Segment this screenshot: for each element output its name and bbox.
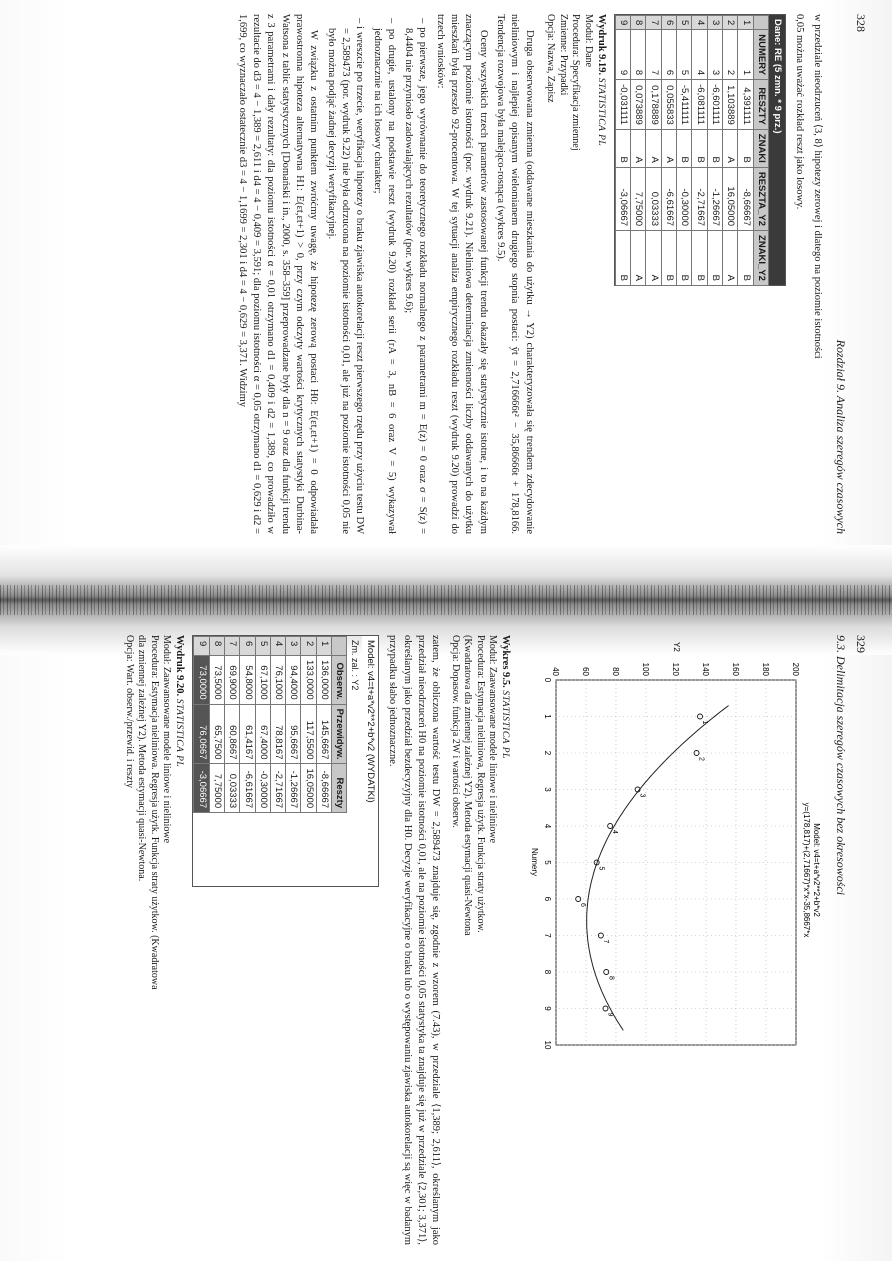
y-axis-label: Y2	[671, 642, 681, 652]
y-tick-label: 120	[670, 662, 680, 676]
row-index: 9	[615, 16, 630, 30]
y-tick-label: 80	[610, 667, 620, 676]
x-axis-label: Numery	[529, 847, 539, 877]
table-cell: A	[631, 231, 646, 286]
table-cell: -6,081111	[692, 80, 707, 130]
table-cell: 7,75000	[209, 764, 224, 813]
row-index: 9	[194, 637, 209, 656]
table-cell: 78,8167	[270, 704, 285, 764]
header-corner	[753, 16, 768, 30]
left-page	[28, 14, 868, 534]
body-paragraph: W związku z ostatnim punktem zwróćmy uwagę, że hipotezę zerową postaci H0: E(εt,εt+1) = 0 odpowiadała prawostronna hipoteza alternatywna H1: E(εt,εt+1) > 0, przy czym odczyty wartości krytycznych statystyki Durbina-Watsona z tablic statystycznych [Domański i in., 2000, s. 358–359] przeprowadzane były dla n = 9 oraz dla funkcji trendu z 3 parametrami i dały rezultaty: dla poziomu istotności α = 0,01 otrzymano d1 = 0,409 i d2 = 1,389, co prowadziło w rezultacie do d3 = 4 − 1,389 = 2,611 i d4 = 4 − 0,409 = 3,591; dla poziomu istotności α = 0,05 otrzymano d1 = 0,629 i d2 = 1,699, co wyznaczało ostatecznie d3 = 4 − 1,1699 = 2,301 i d4 = 4 − 0,629 = 3,371. Widzimy	[236, 14, 320, 534]
table-cell: -3,06667	[194, 764, 209, 813]
table-row	[240, 637, 255, 813]
left-page-header: Rozdział 9. Analiza szeregów czasowych	[834, 339, 848, 534]
table-cell: 6	[661, 30, 676, 80]
y-tick-label: 100	[640, 662, 650, 676]
table-cell: 54,8000	[240, 656, 255, 705]
data-point-label: 7	[601, 939, 609, 944]
meta-line: Opcja: Wart. obserw./przewid. i reszty	[123, 635, 135, 789]
table-cell: -1,26667	[286, 764, 301, 813]
table-row	[738, 16, 753, 286]
table-cell: 73,0000	[194, 656, 209, 705]
table-cell: A	[646, 129, 661, 167]
table-title: Dane: RE (5 zmn. * 9 prz.)	[769, 15, 785, 285]
caption-label: Wydruk 9.19.	[595, 14, 607, 76]
table-cell: -2,71667	[692, 167, 707, 230]
table-cell: A	[631, 129, 646, 167]
data-point-label: 5	[597, 866, 605, 871]
trend-curve	[586, 706, 728, 1031]
meta-line: Zmienne: Przypadki	[557, 14, 569, 96]
column-header: ZNAKI_Y2	[753, 231, 768, 286]
table-cell: 60,8667	[224, 704, 239, 764]
table-cell: 69,9000	[224, 656, 239, 705]
body-paragraph: Oceny wszystkich trzech parametrów zastosowanej funkcji trendu okazały się statystycznie istotne, i to na każdym znaczącym poziomie istotności (por. wydruk 9.21). Nieliniowa determinacja zmienności liczby oddawanych do użytku mieszkań była przeszło 92-procentowa. W tej sytuacji analiza empirycznego rozkładu reszt (wydruk 9.20) prowadzi do trzech wniosków:	[434, 14, 489, 534]
caption-source: STATISTICA PL	[174, 698, 185, 768]
table-row	[677, 16, 692, 286]
right-page-header: 9.3. Delimitacja szeregów czasowych bez okresowości	[834, 635, 848, 896]
row-index: 2	[301, 637, 316, 656]
table-cell: 0,073889	[631, 80, 646, 130]
table-cell: 95,6667	[286, 704, 301, 764]
table-cell: 2	[722, 30, 737, 80]
table-cell: 4,391111	[738, 80, 753, 130]
data-point-label: 2	[697, 757, 705, 761]
x-tick-label: 0	[542, 677, 552, 683]
meta-line: dla zmiennej zależnej Y2). Metoda estymacji quasi-Newtona.	[136, 635, 148, 882]
table-cell: -2,71667	[270, 764, 285, 813]
table-cell: 7,75000	[631, 167, 646, 230]
chart-subtitle: y=(178,817)+(2,71667)*x*x-35,8667*x	[801, 802, 811, 938]
table-row	[194, 637, 209, 813]
row-index: 6	[661, 16, 676, 30]
column-header: Przewidyw.	[332, 704, 347, 764]
x-tick-label: 9	[542, 1006, 552, 1011]
table-cell: 145,6667	[316, 704, 331, 764]
meta-line: Moduł: Dane	[582, 14, 594, 68]
row-index: 2	[722, 16, 737, 30]
body-paragraph: Druga obserwowana zmienna (oddawane mieszkania do użytku → Y2) charakteryzowała się trendem zdecydowanie nieliniowym i najlepiej opisanym wielomianem drugiego stopnia postaci: ŷt = 2,716666t² − 35,86666t + 178,8166. Tendencja rozwojowa była malejąco-rosnąca (wykres 9.5).	[494, 14, 535, 534]
data-point-label: 3	[638, 793, 646, 798]
table-cell: B	[677, 129, 692, 167]
page-number: 328	[854, 14, 868, 32]
row-index: 7	[646, 16, 661, 30]
row-index: 4	[692, 16, 707, 30]
bullet-item: – po drugie, ustalony na podstawie reszt (wydruk 9.20) rozkład serii (rA = 3, nB = 6 oraz V = 5) wykazywał jednoznacznie na ich losowy charakter;	[371, 18, 397, 534]
column-header: NUMERY	[753, 30, 768, 80]
data-point-label: 9	[606, 1012, 614, 1017]
caption-meta	[122, 635, 172, 1245]
table-cell: B	[738, 231, 753, 286]
meta-line: (Kwadratowa dla zmiennej zależnej Y2). Metoda estymacji quasi-Newtona	[462, 635, 474, 936]
table-cell: 61,4167	[240, 704, 255, 764]
x-tick-label: 8	[542, 969, 552, 975]
column-header: Obserw.	[332, 656, 347, 705]
table-cell: A	[661, 129, 676, 167]
data-point-label: 8	[606, 976, 614, 980]
table-row	[270, 637, 285, 813]
table-cell: 7	[646, 30, 661, 80]
table-cell: 76,0667	[194, 704, 209, 764]
table-cell: B	[615, 231, 630, 286]
table-row	[209, 637, 224, 813]
y-tick-label: 60	[580, 667, 590, 676]
column-header: RESZTA_Y2	[753, 167, 768, 230]
y-tick-label: 200	[790, 662, 800, 676]
y-tick-label: 140	[700, 662, 710, 676]
caption-source: STATISTICA PL	[595, 77, 606, 147]
table-cell: A	[722, 129, 737, 167]
table-row	[692, 16, 707, 286]
table-row	[301, 637, 316, 813]
x-tick-label: 5	[542, 860, 552, 865]
table-cell: 4	[692, 30, 707, 80]
row-index: 6	[240, 637, 255, 656]
caption-meta	[448, 635, 498, 1245]
table-row	[286, 637, 301, 813]
table-cell: 67,4000	[255, 704, 270, 764]
caption-source: STATISTICA PL	[500, 690, 511, 759]
data-point-label: 4	[610, 830, 618, 834]
table-cell: 16,05000	[301, 764, 316, 813]
y-tick-label: 160	[730, 662, 740, 676]
table-cell: 5	[677, 30, 692, 80]
x-tick-label: 1	[542, 714, 552, 719]
x-tick-label: 4	[542, 823, 552, 829]
table-cell: A	[722, 231, 737, 286]
bullet-item: – po pierwsze, jego wyrównanie do teoretycznego rozkładu normalnego z parametrami m = E(z) = 0 oraz σ = S(z) = 8,4404 nie przyniosło zadowalających rezultatów (por. wykres 9.6);	[403, 18, 429, 534]
table-cell: 65,7500	[209, 704, 224, 764]
column-header: Reszty	[332, 764, 347, 813]
meta-line: Moduł: Zaawansowane modele liniowe i nieliniowe	[161, 635, 173, 844]
table-cell: B	[707, 129, 722, 167]
data-point-label: 6	[578, 903, 586, 907]
table-row	[615, 16, 630, 286]
column-header: ZNAKI	[753, 129, 768, 167]
table-cell: 0,03333	[224, 764, 239, 813]
table-cell: 0,03333	[646, 167, 661, 230]
data-point	[694, 751, 699, 756]
bullet-item: – i wreszcie po trzecie, weryfikacja hipotezy o braku zjawiska autokorelacji reszt pierwszego rzędu przy użyciu testu DW = 2,589473 (por. wydruk 9.22) nie była odrzucona na poziomie istotności 0,01, ale już na poziomie istotności 0,05 nie było można podjąć żadnej decyzji weryfikacyjnej.	[325, 18, 366, 534]
table-row	[707, 16, 722, 286]
caption-meta	[544, 14, 594, 534]
table-cell: -1,26667	[707, 167, 722, 230]
intro-line: w przedziale nieodrzuceń ⟨3, 8⟩ hipotezy zerowej i dlatego na poziomie istotności	[811, 14, 823, 359]
table-cell: -6,601111	[707, 80, 722, 130]
row-index: 8	[209, 637, 224, 656]
table-row	[722, 16, 737, 286]
table-cell: 136,0000	[316, 656, 331, 705]
trend-chart	[518, 635, 823, 1245]
row-index: 5	[255, 637, 270, 656]
meta-line: Opcja: Nazwa, Zapisz	[545, 14, 557, 103]
table-cell: 133,0000	[301, 656, 316, 705]
row-index: 3	[707, 16, 722, 30]
table-cell: -0,031111	[615, 80, 630, 130]
table-cell: -6,61667	[661, 167, 676, 230]
table-cell: 3	[707, 30, 722, 80]
table-cell: A	[646, 231, 661, 286]
residuals-table	[614, 14, 786, 286]
table-cell: B	[692, 129, 707, 167]
row-index: 1	[316, 637, 331, 656]
fit-table	[192, 635, 379, 887]
table-cell: -0,30000	[255, 764, 270, 813]
row-index: 5	[677, 16, 692, 30]
table-row	[224, 637, 239, 813]
row-index: 8	[631, 16, 646, 30]
table-cell: -0,30000	[677, 167, 692, 230]
table-cell: 94,4000	[286, 656, 301, 705]
table-cell: 9	[615, 30, 630, 80]
table-cell: 67,1000	[255, 656, 270, 705]
meta-line: Procedura: Specyfikacja zmiennej	[570, 14, 582, 151]
gutter-noise	[0, 585, 892, 615]
table-cell: 8	[631, 30, 646, 80]
table-header-row	[332, 637, 347, 813]
table-cell: B	[692, 231, 707, 286]
x-tick-label: 7	[542, 933, 552, 938]
x-tick-label: 3	[542, 787, 552, 792]
table-row	[631, 16, 646, 286]
table-cell: 0,178889	[646, 80, 661, 130]
column-header: RESZTY	[753, 80, 768, 130]
column-header	[332, 637, 347, 656]
row-index: 3	[286, 637, 301, 656]
table-cell: B	[738, 129, 753, 167]
table-cell: -5,411111	[677, 80, 692, 130]
table-title: Model: v4=t+a*v2**2+b*v2 (WYDATKI)	[362, 636, 378, 886]
meta-line: Moduł: Zaawansowane modele liniowe i nieliniowe	[487, 635, 499, 844]
table-cell: B	[707, 231, 722, 286]
table-cell: 16,05000	[722, 167, 737, 230]
chart-title: Model: v4=t+a*v2**2+b*v2	[811, 823, 821, 917]
row-index: 4	[270, 637, 285, 656]
table-row	[661, 16, 676, 286]
intro-line: 0,05 można uważać rozkład reszt jako losowy.	[794, 14, 806, 210]
data-point-label: 1	[700, 720, 708, 725]
row-index: 7	[224, 637, 239, 656]
table-row	[646, 16, 661, 286]
table-cell: 0,055833	[661, 80, 676, 130]
chart-svg	[524, 635, 824, 1055]
row-index: 1	[738, 16, 753, 30]
table-subtitle: Zm. zal. : Y2	[349, 640, 360, 691]
meta-line: Procedura: Estymacja nieliniowa, Regresja użytk. Funkcja straty użytkow.	[474, 635, 486, 933]
table-cell: 73,5000	[209, 656, 224, 705]
table-cell: -8,66667	[738, 167, 753, 230]
table-cell: 76,1000	[270, 656, 285, 705]
table-cell: B	[661, 231, 676, 286]
right-page	[28, 635, 868, 1245]
table-cell: -8,66667	[316, 764, 331, 813]
table-cell: -3,06667	[615, 167, 630, 230]
x-tick-label: 2	[542, 750, 552, 756]
meta-line: Procedura: Estymacja nieliniowa. Regresja użytk. Funkcja straty użytkow. (Kwadratowa	[148, 635, 160, 990]
table-cell: B	[677, 231, 692, 286]
table-row	[316, 637, 331, 813]
table-cell: 117,5500	[301, 704, 316, 764]
x-tick-label: 10	[542, 1040, 552, 1050]
x-tick-label: 6	[542, 896, 552, 902]
table-header-row	[753, 16, 768, 286]
page-number: 329	[854, 635, 868, 653]
caption	[498, 635, 512, 1245]
table-cell: 1,103889	[722, 80, 737, 130]
caption	[172, 635, 186, 1245]
y-tick-label: 180	[760, 662, 770, 676]
y-tick-label: 40	[550, 667, 560, 676]
caption-label: Wydruk 9.20.	[174, 635, 186, 697]
body-paragraph: zatem, że obliczona wartość testu DW = 2,589473 znajduje się, zgodnie z wzorem (7.43), w przedziale ⟨1,389; 2,611⟩, określanym jako przedział nieodrzuceń H0 na poziomie istotności 0,01, ale na poziomie istotności 0,05 statystyka ta znajduje się już w przedziale ⟨2,301; 3,371⟩, określanym jako przedział bezdecyzyjny dla H0. Decyzje weryfikacyjne o braku lub o występowaniu zjawiska autokorelacji są więc w badanym przypadku słabo jednoznaczne.	[387, 635, 442, 1245]
caption-label: Wykres 9.5.	[500, 635, 512, 688]
caption	[594, 14, 608, 534]
table-cell: 1	[738, 30, 753, 80]
table-cell: B	[615, 129, 630, 167]
meta-line: Opcja: Dopasow. funkcja 2W i wartości obserw.	[449, 635, 461, 828]
table-row	[255, 637, 270, 813]
table-cell: -6,61667	[240, 764, 255, 813]
